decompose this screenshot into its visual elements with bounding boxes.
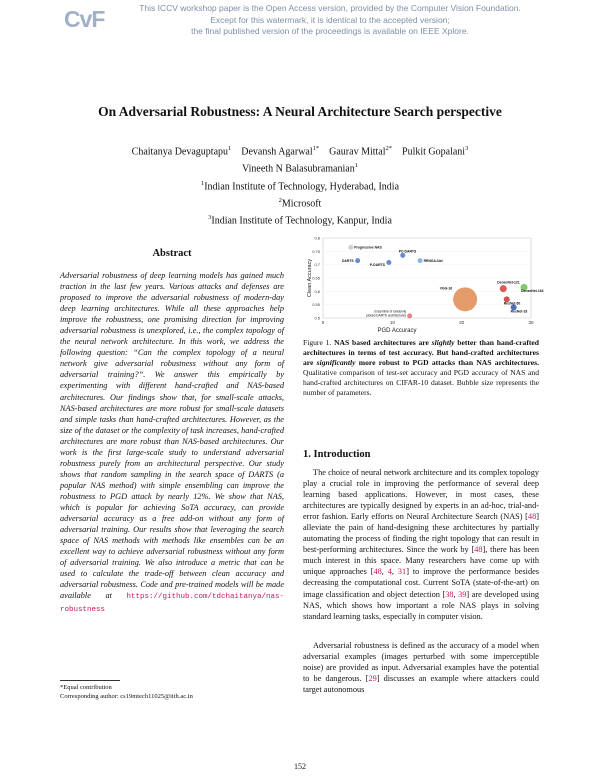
affiliation-sup: 1 (200, 179, 205, 187)
watermark-header (0, 0, 600, 40)
x-tick-label: 30 (528, 320, 534, 325)
annotation-text: Ensemble of randomly (374, 309, 407, 314)
author-name: Devansh Agarwal (241, 146, 313, 158)
section-heading-introduction: 1. Introduction (303, 449, 371, 460)
author-sup: 3 (465, 145, 469, 152)
text-run: The choice of neural network architecture and its complex topology play a crucial role in improving the performance of several deep learning based applications. However, in most cases, these architectures are typically designed by experts in an ad-hoc, trial-and-error fashion. Early efforts on Neural Architecture Search (NAS) [ (303, 468, 539, 522)
affiliation (40, 211, 560, 228)
caption-bold: more robust to PGD attacks than NAS architectures. (358, 358, 539, 368)
citation-link[interactable]: 48 (373, 567, 382, 577)
intro-paragraph-1: The choice of neural network architecture and its complex topology play a crucial role in improving the performance of several deep learning based applications. However, in most cases, these architectures are typically designed by experts in an ad-hoc, trial-and-error fashion. Early efforts on Neural Architecture Search (NAS) [48] alleviate the pain of hand-designing these architectures by partially automating the process of finding the right topology that can result in best-performing architectures. Since the work by [48], there has been much interest in this space. Many researchers have come up with unique approaches [48, 4, 31] to improve the performance besides decreasing the computational cost. Current SoTA (state-of-the-art) on image classification and object detection [38, 39] are developed using NAS, which shows how important a role NAS plays in solving standard learning tasks, especially in computer vision. (303, 468, 540, 621)
bubble-pc-darts (400, 253, 405, 258)
y-tick-label: 0.75 (312, 248, 320, 254)
cvf-logo: CvF (64, 6, 105, 32)
y-tick-label: 0.5 (314, 315, 320, 321)
y-tick-label: 0.7 (314, 262, 320, 268)
bubble-rrnga-net (418, 258, 423, 263)
footnote-equal: *Equal contribution (60, 684, 112, 691)
bubble-densenet-121 (500, 285, 507, 292)
author-sup: 2* (385, 145, 393, 152)
citation-link[interactable]: 29 (368, 674, 377, 684)
text-run: ] discusses an example where attackers could target autonomous (303, 674, 539, 695)
author-name: Pulkit Gopalani (402, 146, 466, 158)
citation-link[interactable]: 48 (474, 545, 483, 555)
bubble-label: P-DARTS (369, 263, 385, 268)
bubble-vgg-16 (453, 287, 477, 311)
watermark-line: the final published version of the proceedings is available on IEEE Xplore. (191, 26, 469, 36)
bubble-ensemble (407, 313, 412, 318)
footnote-corresponding: Corresponding author: cs19mtech11025@iith.ac.in (60, 693, 193, 700)
author-sup: 1* (312, 145, 320, 152)
citation-link[interactable]: 39 (458, 589, 467, 599)
code-link[interactable]: https://github.com/tdchaitanya/nas-robustness (60, 593, 285, 615)
abstract-text: Adversarial robustness of deep learning models has gained much traction in the last few years. Various attacks and defenses are proposed to improve the adversarial robustness of modern-day deep learning architectures. While all these approaches help improve the robustness, one promising direction for improving adversarial robustness is unexplored, i.e., the complex topology of the neural network architecture. In this work, we address the following question: “Can the complex topology of a neural network give adversarial robustness without any form of adversarial training?”. We answer this empirically by experimenting with different hand-crafted and NAS-based architectures. Our findings show that, for small-scale attacks, NAS-based architectures are more robust for small-scale datasets and simple tasks than hand-crafted architectures. However, as the size of the dataset or the complexity of task increases, hand-crafted architectures are more robust than NAS-based architectures. Our work is the first large-scale study to understand adversarial robustness purely from an architectural perspective. Our study shows that random sampling in the search space of DARTS (a popular NAS method) with simple ensembling can improve the robustness to PGD attack by nearly 12%. We show that NAS, which is popular for achieving SoTA accuracy, can provide adversarial accuracy as a free add-on without any form of adversarial training. Our results show that leveraging the search space of NAS methods with methods like ensembles can be an excellent way to achieve adversarial robustness without any form of adversarial training. We also introduce a metric that can be used to calculate the trade-off between clean accuracy and adversarial robustness. Code and pre-trained models will be made available at (60, 271, 284, 601)
abstract-heading: Abstract (152, 248, 192, 259)
x-tick-label: 20 (459, 320, 465, 325)
bubble-label: DenseNet-121 (497, 280, 520, 285)
affiliation-sup: 2 (278, 196, 282, 204)
footnote-rule (60, 680, 120, 681)
page-number: 152 (294, 762, 306, 771)
caption-bold: better than hand-crafted architectures in terms of test accuracy. But hand-crafted architectures are (303, 338, 539, 368)
affiliation (40, 177, 560, 194)
y-tick-label: 0.8 (314, 235, 320, 241)
paper-title: On Adversarial Robustness: A Neural Architecture Search perspective (98, 104, 502, 119)
watermark-text (120, 3, 540, 38)
text-run: ], there has been much interest in this space. Many researchers have come up with unique approaches [ (303, 545, 539, 577)
affiliation (40, 194, 560, 211)
bubble-label: RRNGA-Net (423, 258, 443, 263)
bubble-label: DenseNet-164 (521, 288, 544, 293)
bubble-label: DARTS (341, 258, 354, 263)
caption-prefix: Figure 1. (303, 338, 332, 347)
author-sup: 1 (228, 145, 232, 152)
author-block (40, 142, 560, 229)
bubble-progressive-nas (348, 245, 353, 250)
citation-link[interactable]: 48 (527, 512, 537, 522)
text-run: ] alleviate the pain of hand-designing these architectures by partially automating the process of finding the right topology that can result in best-performing architectures. Since the work by [ (303, 512, 539, 555)
watermark-line: This ICCV workshop paper is the Open Access version, provided by the Computer Vision Foundation. (139, 3, 521, 13)
bubble-label: ResNet-18 (510, 309, 528, 314)
citation-link[interactable]: 4 (387, 567, 392, 577)
affiliation-sup: 3 (208, 214, 212, 222)
author-line-1 (40, 142, 560, 159)
x-tick-label: 0 (321, 320, 325, 325)
bubble-label: VGG-16 (439, 286, 453, 291)
y-tick-label: 0.55 (312, 302, 320, 308)
legend-label: Progressive NAS (354, 245, 382, 250)
figure-caption (303, 338, 539, 399)
bubble-p-darts (386, 260, 391, 265)
affiliation-text: Indian Institute of Technology, Hyderabad, India (204, 180, 400, 192)
affiliation-text: Indian Institute of Technology, Kanpur, India (211, 215, 392, 227)
y-tick-label: 0.6 (314, 288, 320, 294)
text-run: ] are developed using NAS, which shows how important a role NAS plays in solving standard learning tasks, especially in computer vision. (303, 589, 539, 621)
citation-link[interactable]: 38 (445, 589, 454, 599)
bubble-label: ResNet-50 (503, 301, 521, 306)
citation-link[interactable]: 31 (397, 567, 407, 577)
bubble-darts (355, 258, 360, 263)
abstract-body (60, 270, 284, 616)
y-tick-label: 0.65 (312, 275, 320, 281)
text-run: Adversarial robustness is defined as the accuracy of a model when adversarial examples (images perturbed with some imperceptible noise) are provided as input. Adversarial examples have the potential to be dangerous. [ (303, 641, 539, 684)
author-line-2 (40, 159, 560, 176)
figure-1-bubble-chart (303, 232, 544, 336)
text-run: ] to improve the performance besides decreasing the computational cost. Current SoTA (state-of-the-art) on image classification and object detection [ (303, 567, 540, 599)
x-tick-label: 10 (389, 320, 395, 325)
x-axis-label: PGD Accuracy (377, 328, 417, 334)
intro-paragraph-2 (303, 640, 539, 695)
caption-emph: significantly (316, 358, 356, 368)
y-axis-label: Clean Accuracy (307, 258, 313, 298)
annotation-text: picked DARTS architectures (366, 313, 407, 318)
caption-rest: Qualitative comparison of test-set accuracy and PGD accuracy of NAS and hand-crafted architectures on CIFAR-10 dataset. Bubble size represents the number of parameters. (303, 368, 539, 398)
bubble-label: PC-DARTS (398, 249, 417, 254)
author-name: Chaitanya Devaguptapu (131, 146, 229, 158)
caption-bold: NAS based architectures are (334, 338, 429, 347)
author-name: Gaurav Mittal (329, 146, 386, 158)
author-name: Vineeth N Balasubramanian (242, 163, 355, 175)
watermark-line: Except for this watermark, it is identical to the accepted version; (210, 14, 450, 25)
author-sup: 1 (354, 162, 358, 170)
caption-emph: slightly (431, 338, 455, 347)
affiliation-text: Microsoft (281, 198, 322, 210)
footnotes (60, 683, 284, 701)
